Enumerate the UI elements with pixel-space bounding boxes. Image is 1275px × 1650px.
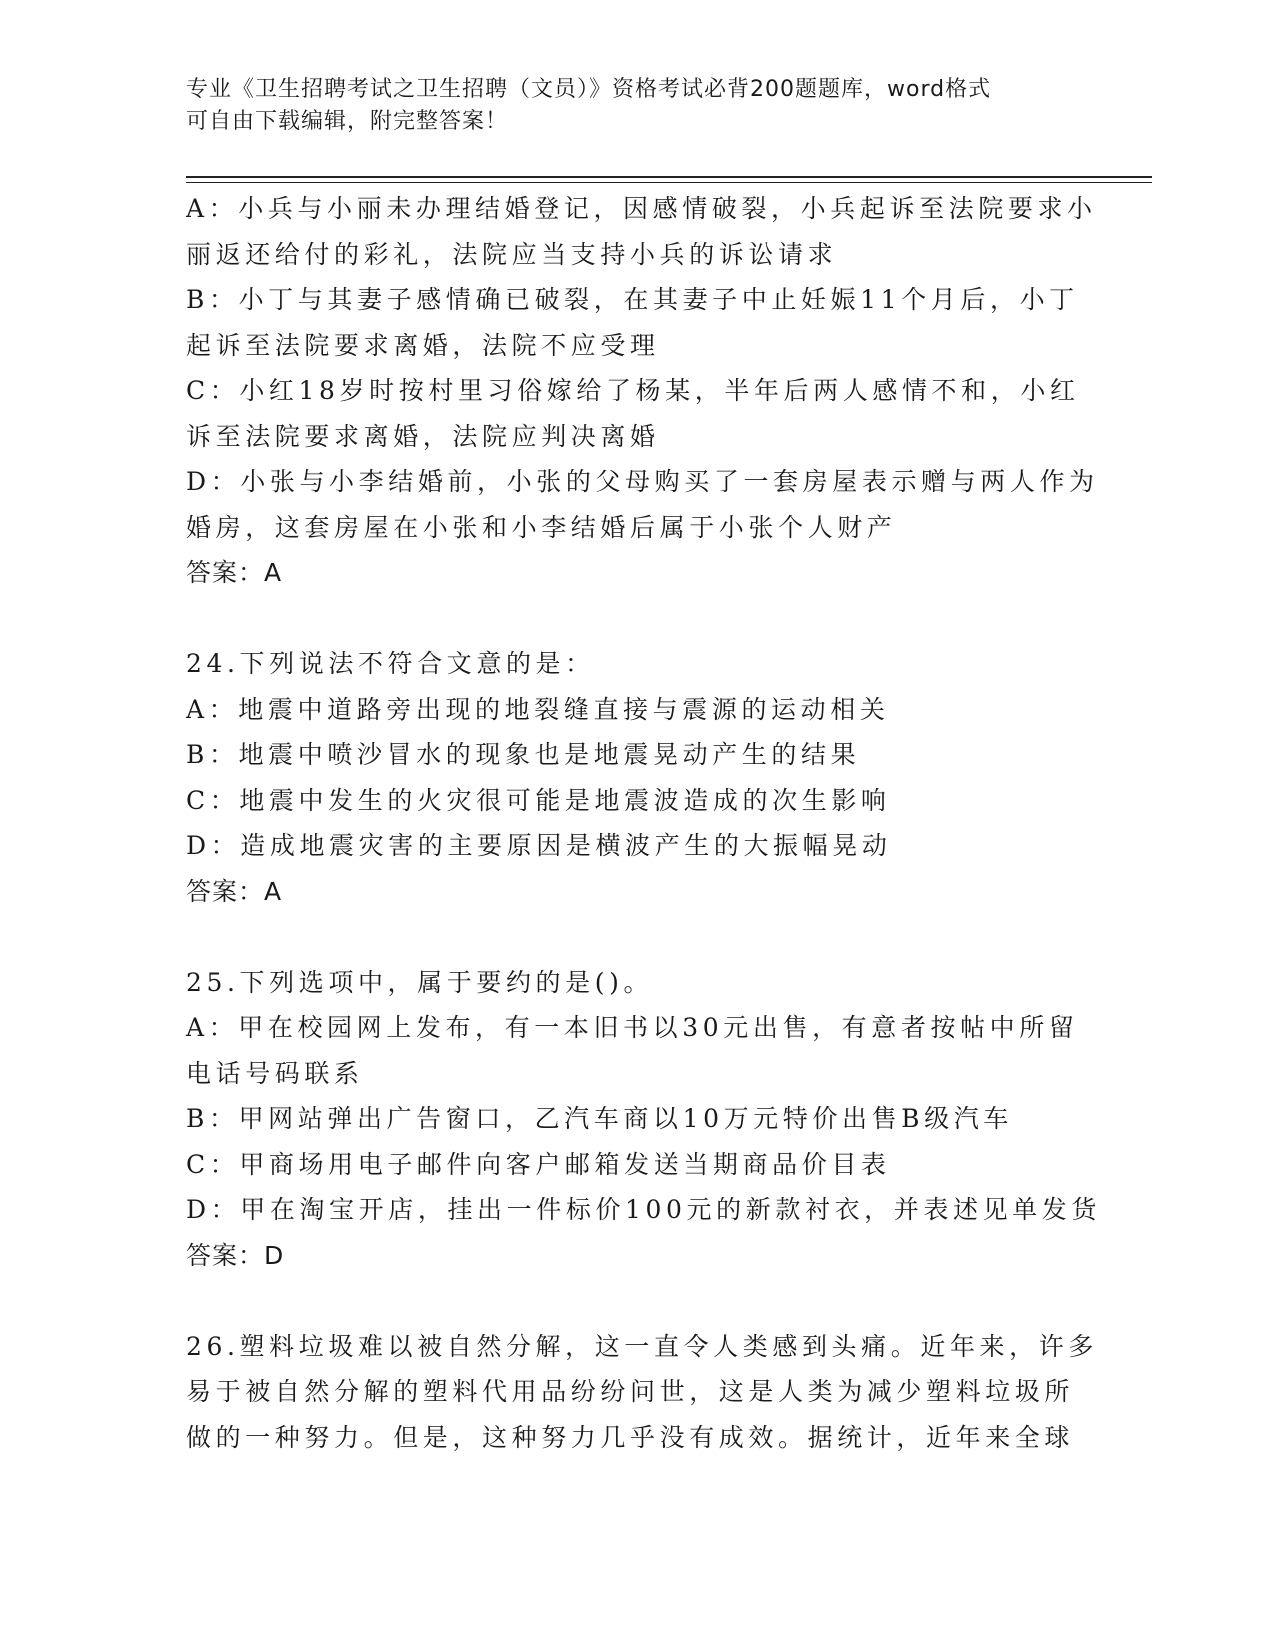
answer-label: 答案：D xyxy=(186,1240,285,1270)
question-26-stem-line-3: 做的一种努力。但是，这种努力几乎没有成效。据统计，近年来全球 xyxy=(186,1422,1075,1452)
question-26-stem-line-2: 易于被自然分解的塑料代用品纷纷问世，这是人类为减少塑料垃圾所 xyxy=(186,1377,1075,1406)
header-divider-thick xyxy=(186,176,1152,178)
option-a: A：地震中道路旁出现的地裂缝直接与震源的运动相关 xyxy=(186,694,890,724)
question-gap xyxy=(186,1278,1086,1324)
document-header xyxy=(186,74,1086,138)
question-26-stem-line-1: 26.塑料垃圾难以被自然分解，这一直令人类感到头痛。近年来，许多 xyxy=(186,1331,1098,1361)
question-25-stem: 25.下列选项中，属于要约的是()。 xyxy=(186,967,654,997)
document-body xyxy=(186,186,1101,1460)
option-d: D：甲在淘宝开店，挂出一件标价100元的新款衬衣，并表述见单发货 xyxy=(186,1195,1101,1224)
option-a-line-2: 电话号码联系 xyxy=(186,1058,364,1088)
option-d: D：造成地震灾害的主要原因是横波产生的大振幅晃动 xyxy=(186,831,892,860)
header-title-line-2: 可自由下载编辑，附完整答案！ xyxy=(186,109,509,134)
option-b-line-2: 起诉至法院要求离婚，法院不应受理 xyxy=(186,330,660,360)
option-a-line-2: 丽返还给付的彩礼，法院应当支持小兵的诉讼请求 xyxy=(186,239,838,269)
answer-label: 答案：A xyxy=(186,876,283,906)
question-gap xyxy=(186,914,1086,960)
header-title-line-1: 专业《卫生招聘考试之卫生招聘（文员）》资格考试必背200题题库，word格式 xyxy=(186,77,992,102)
option-d-line-1: D：小张与小李结婚前，小张的父母购买了一套房屋表示赠与两人作为 xyxy=(186,467,1099,496)
option-c-line-1: C：小红18岁时按村里习俗嫁给了杨某，半年后两人感情不和，小红 xyxy=(186,376,1080,405)
option-c: C：地震中发生的火灾很可能是地震波造成的次生影响 xyxy=(186,785,891,815)
question-24-block xyxy=(186,641,1086,914)
option-c: C：甲商场用电子邮件向客户邮箱发送当期商品价目表 xyxy=(186,1149,891,1179)
option-a-line-1: A：甲在校园网上发布，有一本旧书以30元出售，有意者按帖中所留 xyxy=(186,1013,1079,1042)
option-c-line-2: 诉至法院要求离婚，法院应判决离婚 xyxy=(186,421,660,451)
answer-label: 答案：A xyxy=(186,558,283,587)
option-b: B：地震中喷沙冒水的现象也是地震晃动产生的结果 xyxy=(186,740,861,769)
header-divider-thin xyxy=(186,182,1152,183)
question-25-block xyxy=(186,960,1101,1279)
option-a-line-1: A：小兵与小丽未办理结婚登记，因感情破裂，小兵起诉至法院要求小 xyxy=(186,194,1097,223)
question-24-stem: 24.下列说法不符合文意的是： xyxy=(186,649,595,678)
option-b: B：甲网站弹出广告窗口，乙汽车商以10万元特价出售B级汽车 xyxy=(186,1104,1013,1133)
question-26-block xyxy=(186,1324,1098,1461)
question-23-block xyxy=(186,186,1099,596)
option-d-line-2: 婚房，这套房屋在小张和小李结婚后属于小张个人财产 xyxy=(186,512,897,542)
question-gap xyxy=(186,596,1086,642)
option-b-line-1: B：小丁与其妻子感情确已破裂，在其妻子中止妊娠11个月后，小丁 xyxy=(186,285,1079,314)
